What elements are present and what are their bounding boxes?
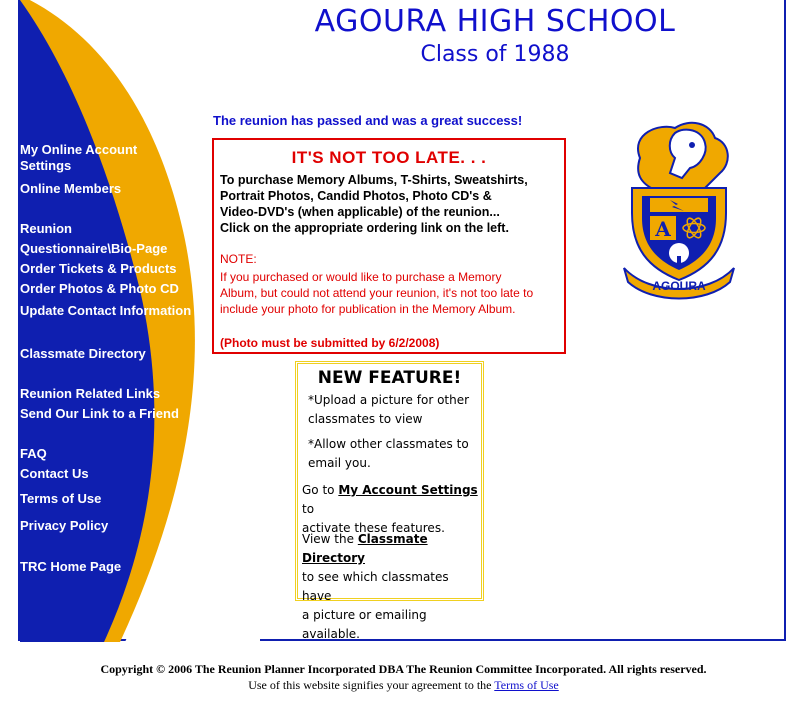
- feature-text: View the: [302, 532, 358, 546]
- reunion-passed-message: The reunion has passed and was a great success!: [213, 113, 523, 128]
- crest-tree-trunk: [677, 256, 681, 264]
- feature-text-line: to see which classmates have: [302, 570, 449, 603]
- feature-text: Go to: [302, 483, 339, 497]
- sidebar-item-settings[interactable]: Settings: [20, 158, 72, 173]
- sidebar-item-reunion[interactable]: Reunion: [20, 221, 72, 236]
- sidebar-item-contact-us[interactable]: Contact Us: [20, 466, 89, 481]
- sidebar-item-order-tickets[interactable]: Order Tickets & Products: [20, 261, 177, 276]
- footer-terms-link[interactable]: Terms of Use: [494, 678, 559, 692]
- sidebar-item-questionnaire[interactable]: Questionnaire\Bio-Page: [20, 241, 168, 256]
- rights-reserved-text: All rights reserved.: [608, 662, 707, 676]
- feature-text-line: a picture or emailing: [302, 608, 427, 622]
- copyright-text: Copyright © 2006 The Reunion Planner Incorporated DBA The Reunion Committee Incorporated.: [100, 662, 609, 676]
- notice-line: To purchase Memory Albums, T-Shirts, Sweatshirts,: [220, 173, 528, 187]
- sidebar-item-online-members[interactable]: Online Members: [20, 181, 122, 196]
- notice-body: [220, 172, 560, 236]
- feature-title: NEW FEATURE!: [317, 368, 462, 388]
- notice-line: Click on the appropriate ordering link on the left.: [220, 221, 509, 235]
- feature-bullet-email: [308, 435, 469, 473]
- crest-letter-a: A: [655, 217, 671, 241]
- crest-banner-text: AGOURA: [652, 279, 706, 293]
- notice-box: [212, 138, 566, 354]
- sidebar-item-order-photos[interactable]: Order Photos & Photo CD: [20, 281, 179, 296]
- crest-lightning-band: [650, 198, 708, 212]
- agreement-text: Use of this website signifies your agreement to the: [248, 678, 495, 692]
- sidebar-item-privacy-policy[interactable]: Privacy Policy: [20, 518, 109, 533]
- feature-text: to: [302, 502, 315, 516]
- photo-deadline: (Photo must be submitted by 6/2/2008): [220, 336, 440, 350]
- new-feature-box: [295, 361, 484, 641]
- sidebar-item-reunion-links[interactable]: Reunion Related Links: [20, 386, 161, 401]
- feature-text-line: available.: [302, 627, 360, 641]
- notice-line: Video-DVD's (when applicable) of the reunion...: [220, 205, 500, 219]
- feature-view-text: [302, 530, 481, 644]
- footer-agreement: [0, 678, 807, 693]
- note-line: include your photo for publication in the Memory Album.: [220, 302, 516, 316]
- page-subtitle: Class of 1988: [420, 42, 570, 67]
- sidebar-item-my-online-account[interactable]: My Online Account: [20, 142, 138, 157]
- page-title: AGOURA HIGH SCHOOL: [314, 4, 676, 39]
- feature-bullet-upload: [308, 391, 469, 429]
- note-label: NOTE:: [220, 252, 257, 266]
- note-line: Album, but could not attend your reunion, it's not too late to: [220, 286, 534, 300]
- notice-title: IT'S NOT TOO LATE. . .: [291, 148, 487, 167]
- agoura-crest-logo: [620, 118, 738, 304]
- footer-copyright: [0, 662, 807, 677]
- note-line: If you purchased or would like to purchase a Memory: [220, 270, 502, 284]
- feature-text-line: classmates to view: [308, 412, 423, 426]
- sidebar-item-classmate-directory[interactable]: Classmate Directory: [20, 346, 146, 361]
- crest-horse-eye: [689, 142, 695, 148]
- feature-text-line: email you.: [308, 456, 371, 470]
- notice-line: Portrait Photos, Candid Photos, Photo CD's &: [220, 189, 492, 203]
- feature-text-line: activate these features.: [302, 521, 445, 535]
- sidebar-item-terms-of-use[interactable]: Terms of Use: [20, 491, 102, 506]
- sidebar-item-faq[interactable]: FAQ: [20, 446, 47, 461]
- classmate-directory-link[interactable]: Classmate Directory: [302, 532, 428, 565]
- sidebar-item-send-link[interactable]: Send Our Link to a Friend: [20, 406, 179, 421]
- sidebar-item-update-contact[interactable]: Update Contact Information: [20, 303, 192, 318]
- feature-text-line: *Allow other classmates to: [308, 437, 469, 451]
- feature-text-line: *Upload a picture for other: [308, 393, 470, 407]
- my-account-settings-link[interactable]: My Account Settings: [338, 483, 478, 497]
- sidebar-item-trc-home[interactable]: TRC Home Page: [20, 559, 122, 574]
- note-text: [220, 269, 564, 317]
